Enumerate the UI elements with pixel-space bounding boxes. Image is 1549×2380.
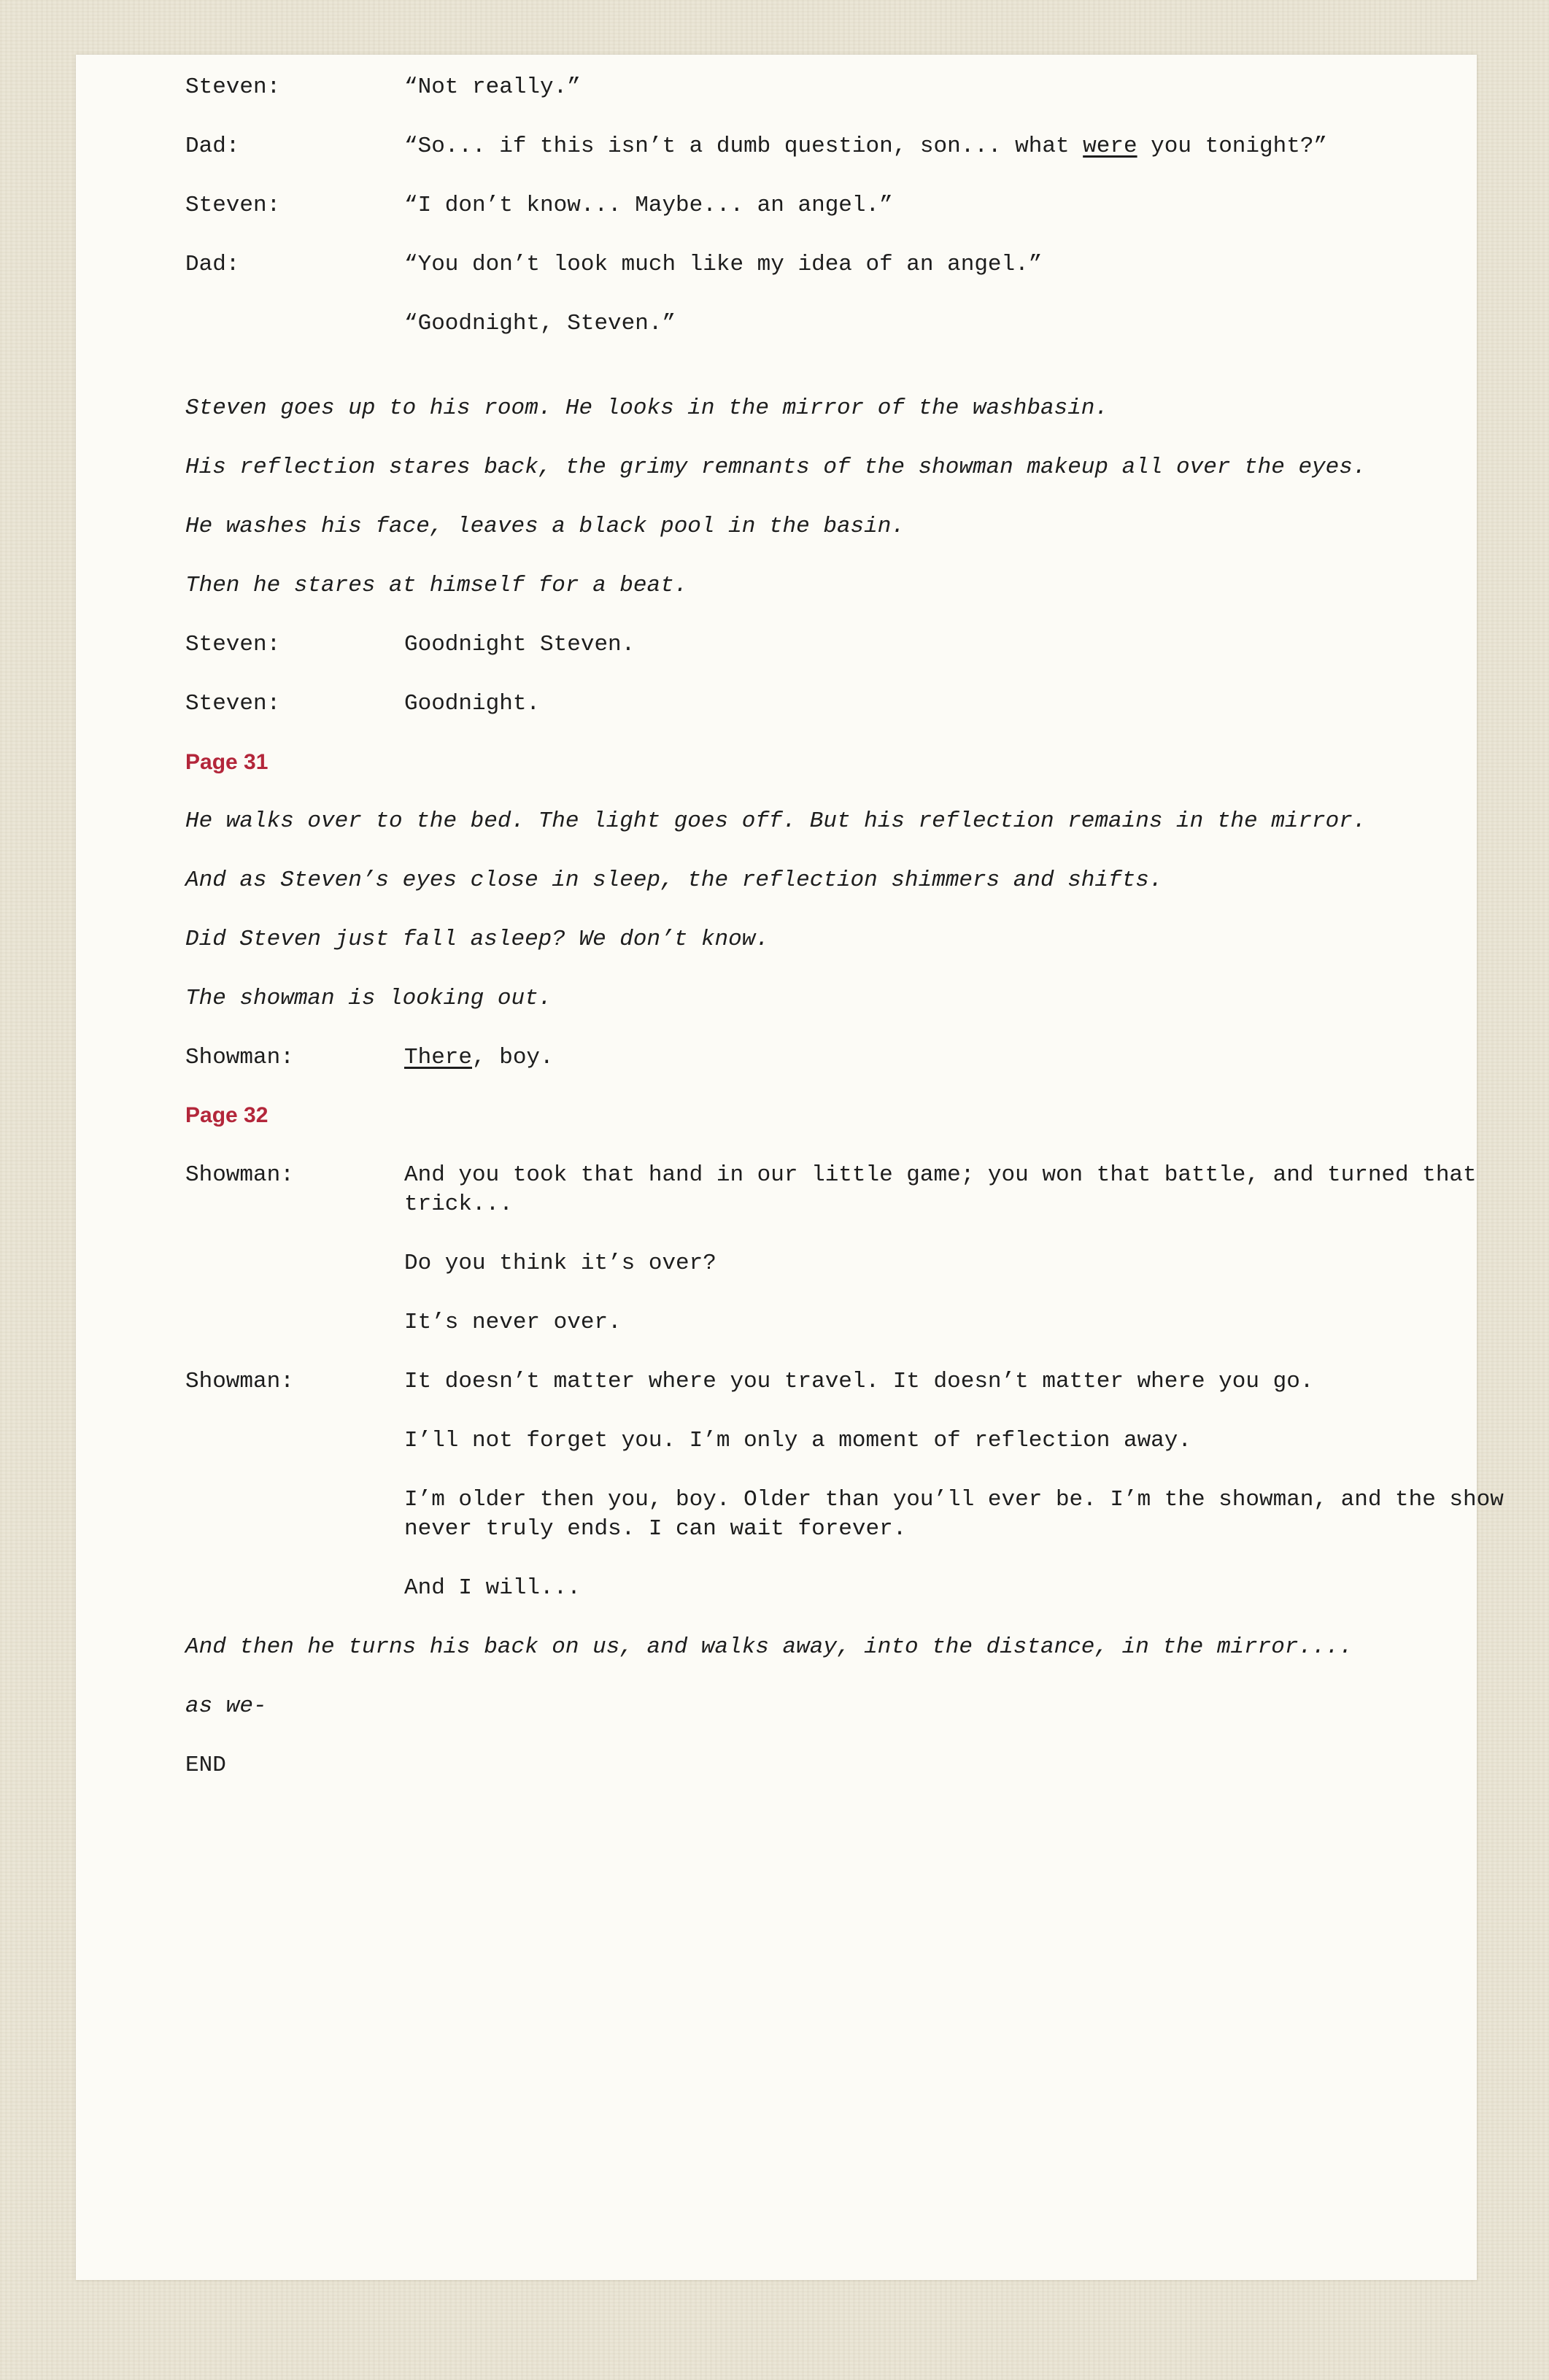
action-line: as we- <box>185 1693 267 1719</box>
action-line: Steven goes up to his room. He looks in the mirror of the washbasin. <box>185 395 1109 421</box>
dialogue-text: And you took that hand in our little game; you won that battle, and turned that trick... <box>404 1162 1477 1217</box>
speaker-label: Steven: <box>185 691 281 716</box>
speaker-label: Steven: <box>185 193 281 218</box>
dialogue-text: I’ll not forget you. I’m only a moment of reflection away. <box>404 1428 1191 1453</box>
end-marker: END <box>185 1753 226 1778</box>
speaker-label: Showman: <box>185 1045 294 1070</box>
dialogue-text-part: , boy. <box>472 1045 554 1070</box>
dialogue-text <box>404 132 1513 161</box>
action-line: Then he stares at himself for a beat. <box>185 573 688 598</box>
action-line: And as Steven’s eyes close in sleep, the reflection shimmers and shifts. <box>185 868 1163 893</box>
dialogue-text: It doesn’t matter where you travel. It doesn’t matter where you go. <box>404 1369 1314 1394</box>
dialogue-text: “Goodnight, Steven.” <box>404 311 676 336</box>
page-heading: Page 32 <box>185 1103 269 1127</box>
speaker-label: Steven: <box>185 632 281 657</box>
speaker-label: Steven: <box>185 74 281 100</box>
dialogue-text-part: “So... if this isn’t a dumb question, son... what <box>404 134 1083 159</box>
dialogue-text: And I will... <box>404 1575 581 1601</box>
underlined-word: There <box>404 1045 473 1070</box>
dialogue-text: “You don’t look much like my idea of an angel.” <box>404 252 1043 277</box>
action-line: Did Steven just fall asleep? We don’t know. <box>185 927 769 952</box>
speaker-label: Dad: <box>185 134 240 159</box>
dialogue-text: Do you think it’s over? <box>404 1251 716 1276</box>
action-line: The showman is looking out. <box>185 986 552 1011</box>
dialogue-text: “Not really.” <box>404 74 581 100</box>
dialogue-text: It’s never over. <box>404 1310 622 1335</box>
speaker-label: Showman: <box>185 1162 294 1188</box>
dialogue-text <box>404 1043 1513 1073</box>
dialogue-text: Goodnight Steven. <box>404 632 636 657</box>
page-heading: Page 31 <box>185 750 269 774</box>
action-line: And then he turns his back on us, and walks away, into the distance, in the mirror.... <box>185 1634 1353 1660</box>
speaker-label: Showman: <box>185 1369 294 1394</box>
dialogue-text: Goodnight. <box>404 691 541 716</box>
action-line: His reflection stares back, the grimy remnants of the showman makeup all over the eyes. <box>185 455 1367 480</box>
speaker-label: Dad: <box>185 252 240 277</box>
action-line: He walks over to the bed. The light goes off. But his reflection remains in the mirror. <box>185 808 1367 834</box>
underlined-word: were <box>1083 134 1137 159</box>
script-page <box>76 55 1504 2280</box>
action-line: He washes his face, leaves a black pool in the basin. <box>185 514 905 539</box>
dialogue-text-part: you tonight?” <box>1137 134 1328 159</box>
dialogue-text: “I don’t know... Maybe... an angel.” <box>404 193 893 218</box>
dialogue-text: I’m older then you, boy. Older than you’ll ever be. I’m the showman, and the show never truly ends. I can wait forever. <box>404 1487 1504 1542</box>
